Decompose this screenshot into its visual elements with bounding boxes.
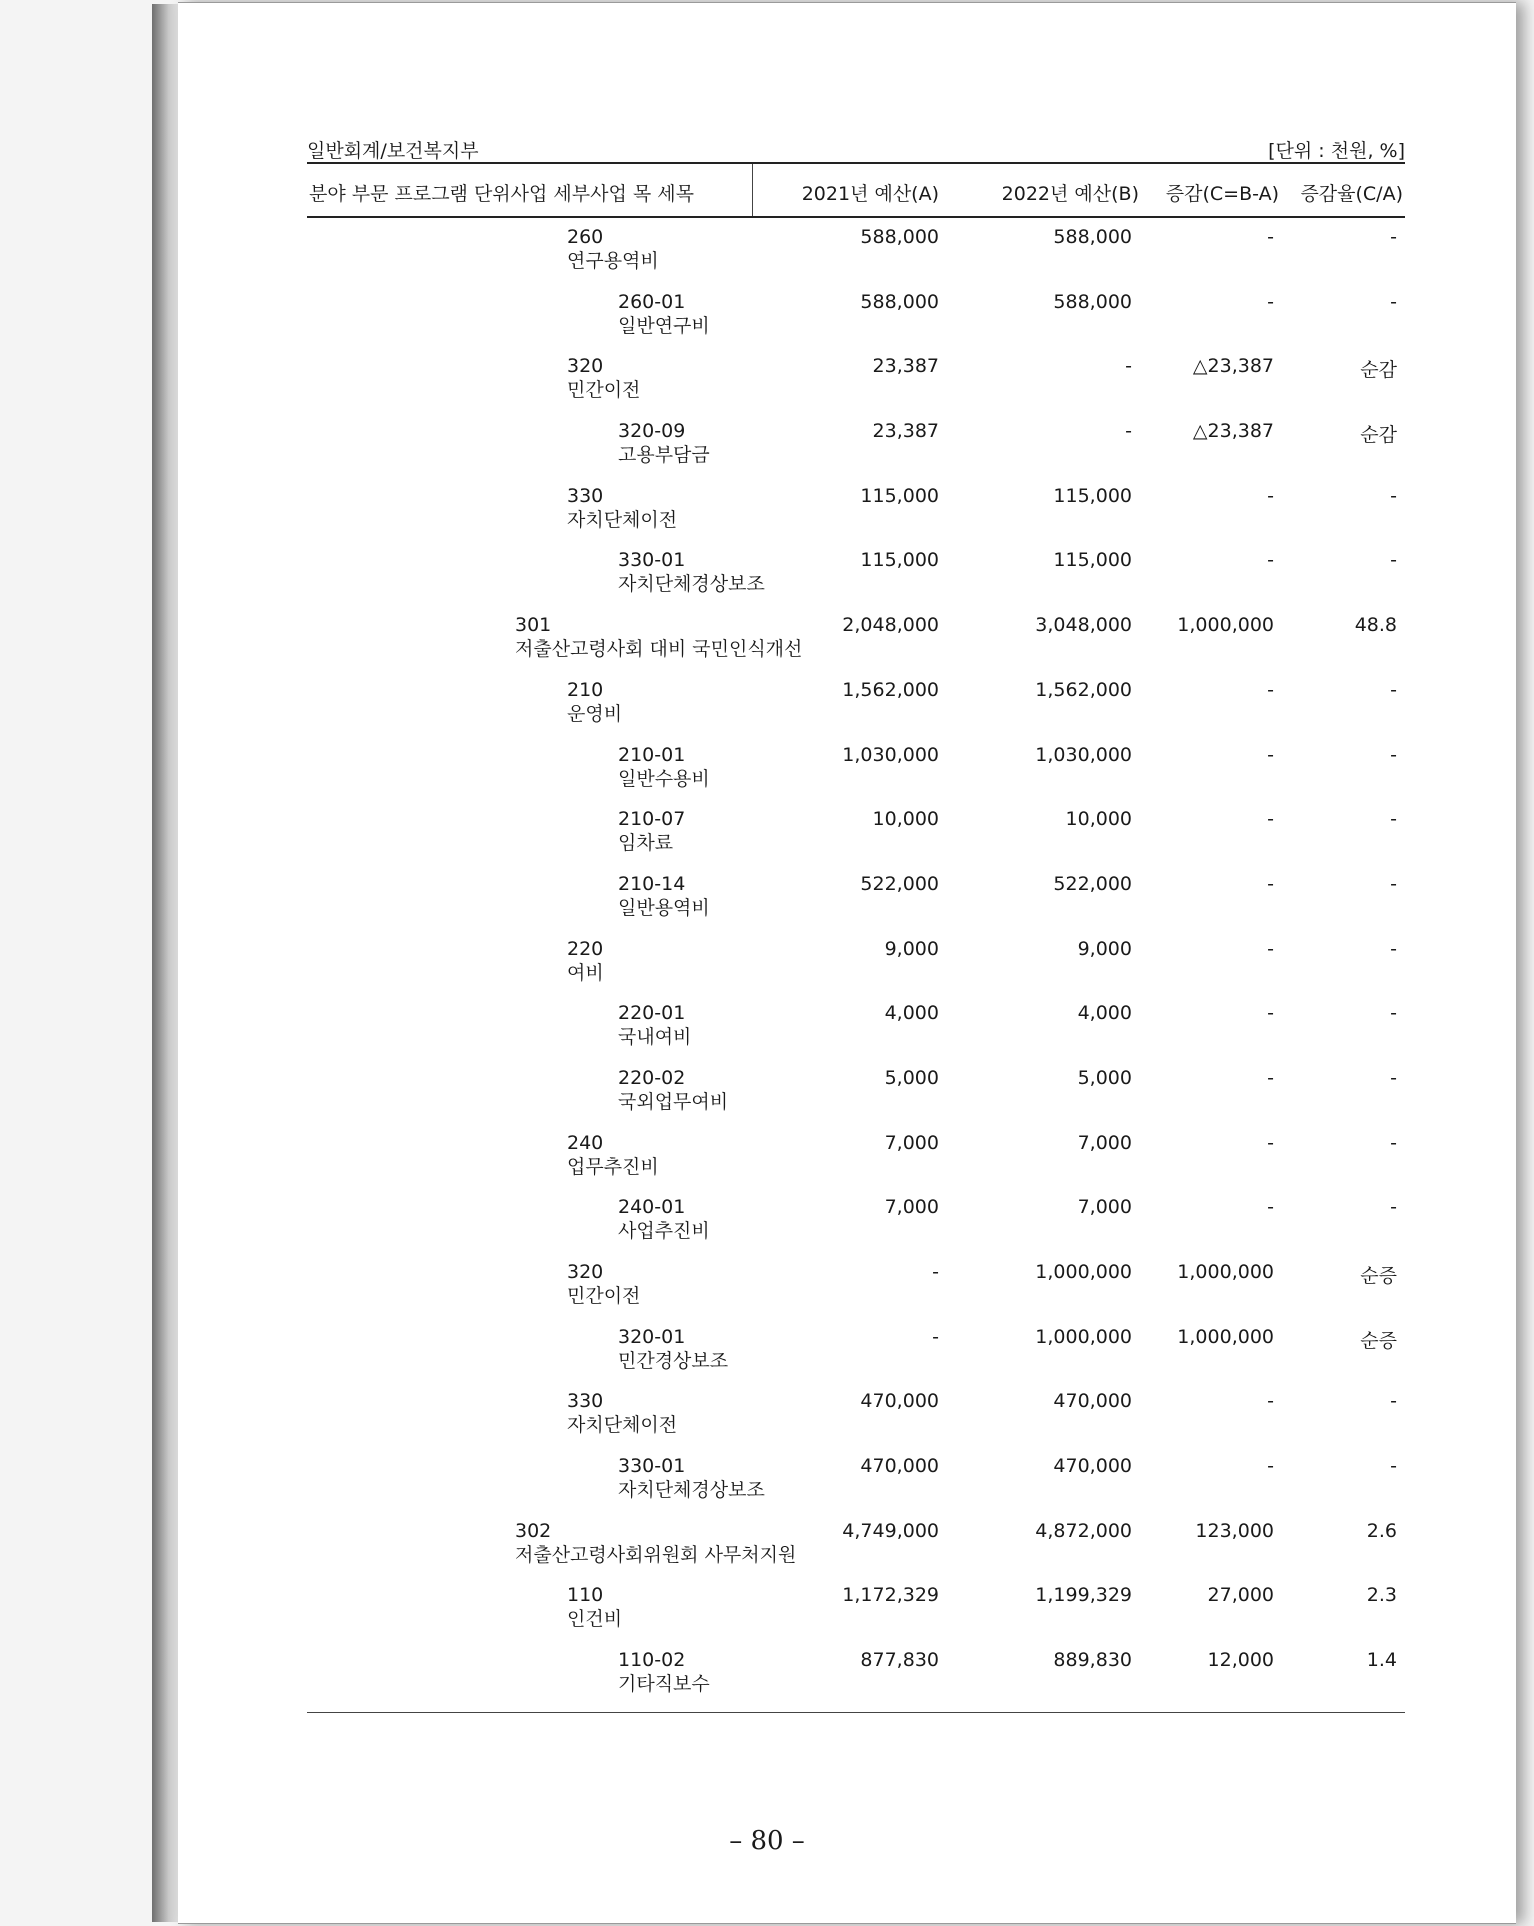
budget-2022-value: - xyxy=(1125,355,1132,378)
change-value: △23,387 xyxy=(1192,355,1274,378)
budget-2021-value: - xyxy=(932,1325,939,1348)
change-value: - xyxy=(1267,1390,1274,1413)
table-row xyxy=(307,1322,1405,1387)
rate-value: - xyxy=(1390,1455,1397,1478)
item-name: 사업추진비 xyxy=(618,1220,710,1243)
budget-2021-value: 1,172,329 xyxy=(842,1584,939,1607)
item-name: 기타직보수 xyxy=(618,1673,710,1696)
change-value: - xyxy=(1267,290,1274,313)
header-divider xyxy=(752,164,753,216)
budget-2021-value: 4,749,000 xyxy=(842,1519,939,1542)
rate-value: 2.3 xyxy=(1366,1584,1397,1607)
rate-value: - xyxy=(1390,290,1397,313)
table-row xyxy=(307,869,1405,934)
header-rate: 증감율(C/A) xyxy=(1300,183,1403,205)
rate-value: 1.4 xyxy=(1366,1649,1397,1672)
budget-2021-value: 1,030,000 xyxy=(842,743,939,766)
budget-2022-value: 470,000 xyxy=(1053,1390,1132,1413)
change-value: △23,387 xyxy=(1192,420,1274,443)
rate-value: 순증 xyxy=(1360,1265,1397,1287)
change-value: 27,000 xyxy=(1207,1584,1274,1607)
budget-2021-value: 588,000 xyxy=(860,290,939,313)
sheet-header xyxy=(307,132,1405,162)
item-code: 320-09 xyxy=(618,420,686,443)
budget-2022-value: 3,048,000 xyxy=(1035,614,1132,637)
unit-label: [단위 : 천원, %] xyxy=(1268,140,1405,162)
item-name: 민간경상보조 xyxy=(618,1349,729,1372)
item-code: 330-01 xyxy=(618,549,686,572)
table-row xyxy=(307,1645,1405,1710)
budget-2022-value: 588,000 xyxy=(1053,226,1132,248)
item-code: 301 xyxy=(515,614,552,637)
table-row xyxy=(307,1451,1405,1516)
budget-2021-value: 522,000 xyxy=(860,872,939,895)
change-value: 1,000,000 xyxy=(1177,614,1274,637)
change-value: - xyxy=(1267,678,1274,701)
item-name: 국내여비 xyxy=(618,1026,692,1049)
book-spine xyxy=(152,4,180,1922)
rate-value: - xyxy=(1390,1066,1397,1089)
budget-2022-value: 4,872,000 xyxy=(1035,1519,1132,1542)
item-code: 240 xyxy=(567,1131,604,1154)
item-name: 민간이전 xyxy=(567,1285,641,1307)
item-code: 220 xyxy=(567,937,604,960)
item-name: 여비 xyxy=(567,961,604,984)
budget-2022-value: 115,000 xyxy=(1053,549,1132,572)
header-hierarchy: 분야 부문 프로그램 단위사업 세부사업 목 세목 xyxy=(309,183,694,205)
change-value: - xyxy=(1267,1066,1274,1089)
rate-value: 2.6 xyxy=(1366,1519,1397,1542)
rate-value: 순증 xyxy=(1360,1329,1397,1352)
item-name: 일반연구비 xyxy=(618,314,710,337)
budget-2021-value: 23,387 xyxy=(872,420,939,443)
item-code: 210-14 xyxy=(618,872,686,895)
budget-2021-value: 877,830 xyxy=(860,1649,939,1672)
item-name: 국외업무여비 xyxy=(618,1090,729,1113)
header-budget-2021: 2021년 예산(A) xyxy=(801,183,939,205)
change-value: - xyxy=(1267,1002,1274,1025)
item-name: 저출산고령사회위원회 사무처지원 xyxy=(515,1543,797,1566)
item-code: 210-07 xyxy=(618,808,686,831)
item-code: 110 xyxy=(567,1584,604,1607)
table-row xyxy=(307,610,1405,675)
budget-2021-value: - xyxy=(932,1261,939,1283)
header-budget-2022: 2022년 예산(B) xyxy=(1001,183,1139,205)
item-name: 자치단체경상보조 xyxy=(618,573,765,596)
rate-value: - xyxy=(1390,678,1397,701)
change-value: - xyxy=(1267,808,1274,831)
item-name: 인건비 xyxy=(567,1608,623,1631)
budget-2021-value: 470,000 xyxy=(860,1390,939,1413)
item-name: 고용부담금 xyxy=(618,444,710,467)
change-value: - xyxy=(1267,872,1274,895)
table-row xyxy=(307,804,1405,869)
item-name: 자치단체경상보조 xyxy=(618,1479,765,1502)
change-value: 12,000 xyxy=(1207,1649,1274,1672)
change-value: - xyxy=(1267,484,1274,507)
item-code: 330 xyxy=(567,484,604,507)
table-row xyxy=(307,416,1405,481)
item-code: 330-01 xyxy=(618,1455,686,1478)
table-row xyxy=(307,351,1405,416)
budget-table-body xyxy=(307,222,1405,1710)
change-value: - xyxy=(1267,1196,1274,1219)
change-value: 1,000,000 xyxy=(1177,1261,1274,1283)
item-name: 업무추진비 xyxy=(567,1155,659,1178)
budget-2021-value: 7,000 xyxy=(884,1196,939,1219)
budget-2022-value: 4,000 xyxy=(1077,1002,1132,1025)
rate-value: - xyxy=(1390,1196,1397,1219)
rate-value: - xyxy=(1390,937,1397,960)
rate-value: 48.8 xyxy=(1354,614,1397,637)
budget-2021-value: 1,562,000 xyxy=(842,678,939,701)
budget-2022-value: 588,000 xyxy=(1053,290,1132,313)
item-code: 330 xyxy=(567,1390,604,1413)
table-row xyxy=(307,740,1405,805)
table-row xyxy=(307,675,1405,740)
table-row xyxy=(307,481,1405,546)
budget-2021-value: 5,000 xyxy=(884,1066,939,1089)
budget-2021-value: 115,000 xyxy=(860,484,939,507)
page-number: – 80 – xyxy=(729,1826,805,1856)
item-name: 연구용역비 xyxy=(567,250,659,272)
item-name: 저출산고령사회 대비 국민인식개선 xyxy=(515,638,803,661)
item-code: 320 xyxy=(567,355,604,378)
budget-2022-value: 5,000 xyxy=(1077,1066,1132,1089)
table-row xyxy=(307,545,1405,610)
change-value: - xyxy=(1267,937,1274,960)
budget-2021-value: 588,000 xyxy=(860,226,939,248)
budget-2022-value: 1,030,000 xyxy=(1035,743,1132,766)
table-row xyxy=(307,1128,1405,1193)
rate-value: - xyxy=(1390,484,1397,507)
rate-value: - xyxy=(1390,1131,1397,1154)
budget-2022-value: 522,000 xyxy=(1053,872,1132,895)
item-code: 320 xyxy=(567,1261,604,1283)
budget-2022-value: - xyxy=(1125,420,1132,443)
table-row xyxy=(307,1257,1405,1322)
change-value: - xyxy=(1267,549,1274,572)
change-value: - xyxy=(1267,1131,1274,1154)
table-row xyxy=(307,222,1405,287)
table-row xyxy=(307,1580,1405,1645)
change-value: - xyxy=(1267,743,1274,766)
budget-2022-value: 1,000,000 xyxy=(1035,1261,1132,1283)
rate-value: - xyxy=(1390,808,1397,831)
budget-2021-value: 2,048,000 xyxy=(842,614,939,637)
rate-value: - xyxy=(1390,1390,1397,1413)
table-row xyxy=(307,1063,1405,1128)
table-row xyxy=(307,1192,1405,1257)
item-name: 자치단체이전 xyxy=(567,1414,678,1437)
budget-2021-value: 4,000 xyxy=(884,1002,939,1025)
rate-value: 순감 xyxy=(1360,424,1397,447)
item-code: 110-02 xyxy=(618,1649,686,1672)
budget-2022-value: 9,000 xyxy=(1077,937,1132,960)
table-row xyxy=(307,934,1405,999)
budget-2021-value: 23,387 xyxy=(872,355,939,378)
budget-2022-value: 1,000,000 xyxy=(1035,1325,1132,1348)
item-code: 220-01 xyxy=(618,1002,686,1025)
budget-2021-value: 9,000 xyxy=(884,937,939,960)
budget-2022-value: 1,562,000 xyxy=(1035,678,1132,701)
item-code: 210-01 xyxy=(618,743,686,766)
item-name: 운영비 xyxy=(567,702,623,725)
change-value: - xyxy=(1267,226,1274,248)
rate-value: - xyxy=(1390,549,1397,572)
table-row xyxy=(307,1516,1405,1581)
rate-value: 순감 xyxy=(1360,359,1397,382)
item-code: 220-02 xyxy=(618,1066,686,1089)
item-code: 260-01 xyxy=(618,290,686,313)
budget-2022-value: 7,000 xyxy=(1077,1196,1132,1219)
budget-2022-value: 889,830 xyxy=(1053,1649,1132,1672)
item-code: 320-01 xyxy=(618,1325,686,1348)
budget-2022-value: 1,199,329 xyxy=(1035,1584,1132,1607)
table-header xyxy=(307,162,1405,218)
item-code: 302 xyxy=(515,1519,552,1542)
budget-2022-value: 7,000 xyxy=(1077,1131,1132,1154)
rate-value: - xyxy=(1390,743,1397,766)
budget-2021-value: 115,000 xyxy=(860,549,939,572)
account-title: 일반회계/보건복지부 xyxy=(307,140,479,162)
item-name: 자치단체이전 xyxy=(567,508,678,531)
budget-2022-value: 470,000 xyxy=(1053,1455,1132,1478)
item-name: 일반용역비 xyxy=(618,896,710,919)
change-value: 123,000 xyxy=(1195,1519,1274,1542)
budget-2021-value: 470,000 xyxy=(860,1455,939,1478)
table-row xyxy=(307,287,1405,352)
budget-2021-value: 7,000 xyxy=(884,1131,939,1154)
item-code: 210 xyxy=(567,678,604,701)
table-row xyxy=(307,1386,1405,1451)
header-change: 증감(C=B-A) xyxy=(1165,183,1279,205)
table-bottom-rule xyxy=(307,1712,1405,1713)
change-value: - xyxy=(1267,1455,1274,1478)
budget-2022-value: 115,000 xyxy=(1053,484,1132,507)
item-code: 240-01 xyxy=(618,1196,686,1219)
change-value: 1,000,000 xyxy=(1177,1325,1274,1348)
item-name: 임차료 xyxy=(618,832,674,855)
budget-2021-value: 10,000 xyxy=(872,808,939,831)
table-row xyxy=(307,998,1405,1063)
rate-value: - xyxy=(1390,226,1397,248)
item-name: 민간이전 xyxy=(567,379,641,402)
rate-value: - xyxy=(1390,1002,1397,1025)
item-code: 260 xyxy=(567,226,604,248)
budget-2022-value: 10,000 xyxy=(1065,808,1132,831)
rate-value: - xyxy=(1390,872,1397,895)
item-name: 일반수용비 xyxy=(618,767,710,790)
